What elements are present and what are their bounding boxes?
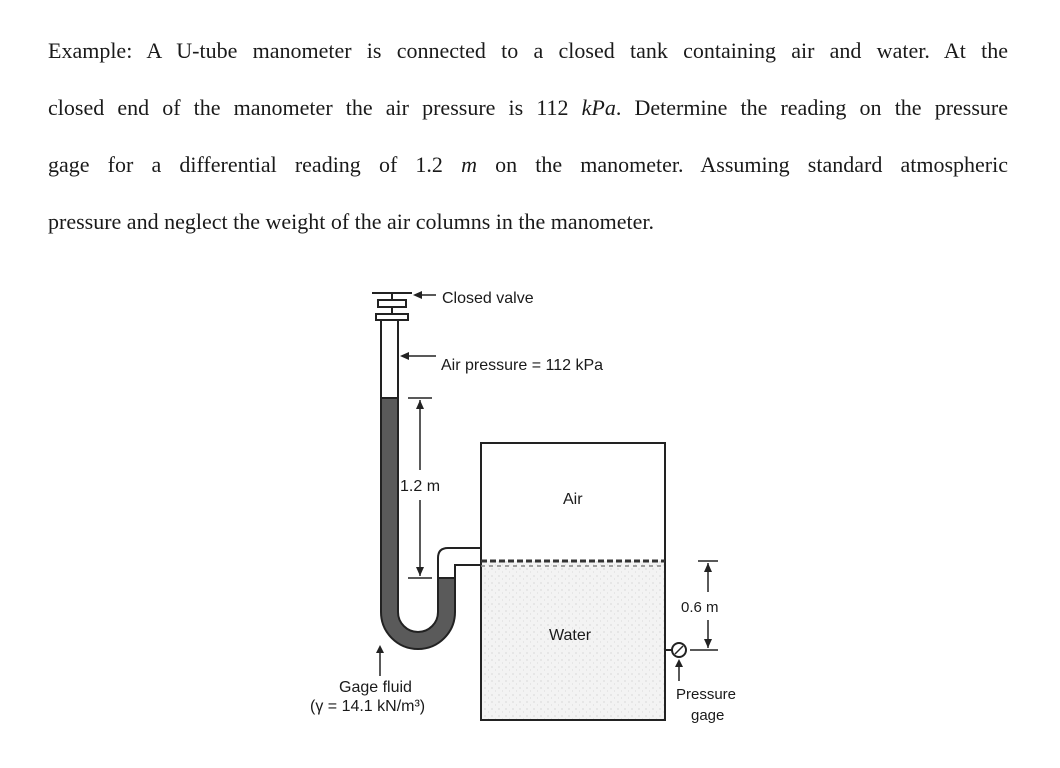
pressure-gage — [665, 643, 686, 657]
closed-valve-label: Closed valve — [442, 290, 534, 307]
air-pressure-arrowhead — [400, 352, 409, 360]
problem-line-2: closed end of the manometer the air pressure is 112 kPa. Determine the reading on the pressure — [48, 95, 1008, 120]
gage-fluid-gamma-label: (γ = 14.1 kN/m³) — [310, 698, 426, 715]
problem-line-1: Example: A U-tube manometer is connected to a closed tank containing air and water. At the — [48, 38, 1008, 63]
pressure-gage-label-2: gage — [691, 707, 725, 724]
differential-label: 1.2 m — [400, 478, 441, 495]
problem-line-3: gage for a differential reading of 1.2 m on the manometer. Assuming standard atmospheric — [48, 152, 1008, 177]
pressure-gage-label: Pressure — [676, 686, 737, 703]
closed-valve — [372, 293, 412, 320]
gage-height-label: 0.6 m — [681, 599, 719, 616]
gage-fluid-label: Gage fluid — [339, 679, 412, 696]
problem-line-4: pressure and neglect the weight of the air columns in the manometer. — [48, 209, 655, 234]
tank-water-label: Water — [549, 627, 592, 644]
tank-air-label: Air — [563, 491, 583, 508]
manometer-air-column — [381, 320, 398, 398]
valve-arrowhead — [413, 291, 422, 299]
gage-fluid-u — [381, 398, 455, 649]
manometer-right-leg — [438, 548, 481, 578]
air-pressure-label: Air pressure = 112 kPa — [441, 357, 604, 374]
